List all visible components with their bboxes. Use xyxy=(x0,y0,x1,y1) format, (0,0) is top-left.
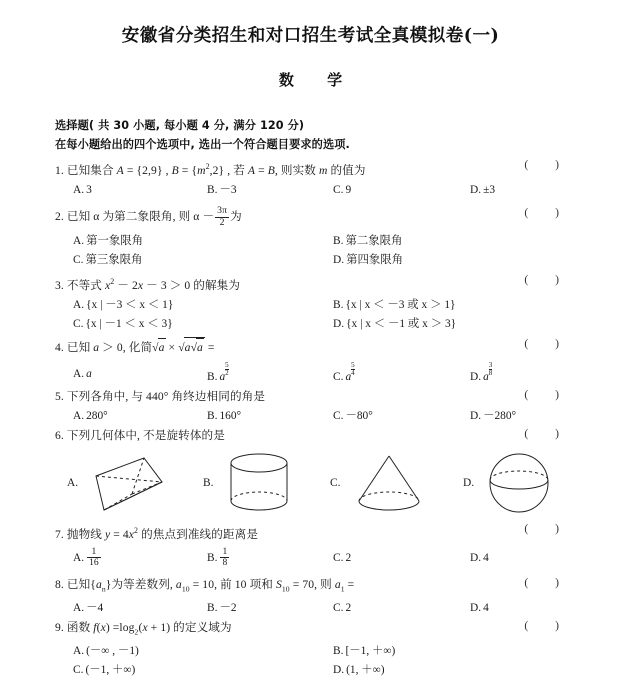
q6-option-b[interactable] xyxy=(203,446,299,520)
instruction-line-2: 在每小题给出的四个选项中, 选出一个符合题目要求的选项. xyxy=(55,138,350,151)
question-5 xyxy=(55,388,571,426)
sphere-icon xyxy=(480,448,558,518)
q6-option-b-label: B. xyxy=(203,476,214,489)
q4-answer-bracket[interactable]: ( ) xyxy=(524,336,571,350)
question-8-options xyxy=(55,599,571,618)
q1-option-d[interactable]: D. ±3 xyxy=(470,183,496,196)
q8-option-c[interactable]: C. 2 xyxy=(333,601,352,614)
q6-option-c[interactable] xyxy=(330,446,432,520)
question-9-stem: 9. 函数 $f(x) =\log_2(x + 1)$ 的定义域为 xyxy=(55,620,232,637)
q5-option-c[interactable]: C. －80° xyxy=(333,409,373,422)
cone-icon xyxy=(346,448,432,518)
q6-option-c-label: C. xyxy=(330,476,341,489)
q7-option-c[interactable]: C. 2 xyxy=(333,551,352,564)
triangular-prism-icon xyxy=(84,448,176,518)
q9-option-b[interactable]: B. [－1, ＋∞) xyxy=(333,645,396,658)
q8-option-b[interactable]: B. －2 xyxy=(207,601,237,614)
q9-option-c[interactable]: C. (－1, ＋∞) xyxy=(73,664,136,677)
question-7 xyxy=(55,522,571,570)
question-4-options xyxy=(55,362,571,386)
question-8-stem: 8. 已知$\{a_n\}$为等差数列, $a_{10} = 10$, 前 10 项和 $S_{10} = 70$, 则 $a_1$ = xyxy=(55,577,355,593)
question-5-options xyxy=(55,407,571,426)
q8-option-a[interactable]: A. －4 xyxy=(73,601,104,614)
question-1 xyxy=(55,158,571,200)
q2-option-b[interactable]: B. 第二象限角 xyxy=(333,234,403,247)
q1-option-b[interactable]: B. －3 xyxy=(207,183,237,196)
q6-option-a[interactable] xyxy=(67,446,176,520)
q2-option-c[interactable]: C. 第三象限角 xyxy=(73,253,143,266)
question-6-stem: 6. 下列几何体中, 不是旋转体的是 xyxy=(55,428,225,442)
q2-stem-a: 2. 已知 α 为第二象限角, 则 α － xyxy=(55,209,215,223)
q5-answer-bracket[interactable]: ( ) xyxy=(524,387,571,401)
q4-option-a[interactable]: A. a xyxy=(73,367,92,380)
q6-answer-bracket[interactable]: ( ) xyxy=(524,426,571,440)
question-2 xyxy=(55,206,571,270)
cylinder-icon xyxy=(219,448,299,518)
q3-option-c[interactable]: C. {x | －1 ＜ x ＜ 3} xyxy=(73,317,173,330)
q6-option-a-label: A. xyxy=(67,476,79,489)
q9-option-d[interactable]: D. (1, ＋∞) xyxy=(333,664,385,677)
question-1-stem: 1. 已知集合 A = {2,9} , $B = \{m^2,2\}$ , 若 A = B, 则实数 m 的值为 xyxy=(55,162,366,177)
question-9-options xyxy=(55,642,571,680)
q1-answer-bracket[interactable]: ( ) xyxy=(524,158,571,171)
q6-option-d[interactable] xyxy=(463,446,558,520)
question-9 xyxy=(55,619,571,680)
q2-answer-bracket[interactable]: ( ) xyxy=(524,205,571,219)
question-4 xyxy=(55,337,571,386)
question-6-options xyxy=(55,446,571,520)
q2-option-a[interactable]: A. 第一象限角 xyxy=(73,234,144,247)
q3-answer-bracket[interactable]: ( ) xyxy=(524,272,571,286)
question-4-stem: 4. 已知 a ＞ 0, 化简√a × √a√a = xyxy=(55,337,571,356)
q2-option-d[interactable]: D. 第四象限角 xyxy=(333,253,404,266)
q3-option-d[interactable]: D. {x | x ＜ －1 或 x ＞ 3} xyxy=(333,317,457,330)
q6-option-d-label: D. xyxy=(463,476,475,489)
q2-stem-b: 为 xyxy=(230,209,242,223)
q1-option-c[interactable]: C. 9 xyxy=(333,183,352,196)
q5-option-d[interactable]: D. －280° xyxy=(470,409,517,422)
question-5-stem: 5. 下列各角中, 与 440° 角终边相同的角是 xyxy=(55,389,266,403)
exam-body xyxy=(0,116,621,680)
subject-title: 数 学 xyxy=(278,71,357,89)
q3-option-a[interactable]: A. {x | －3 ＜ x ＜ 1} xyxy=(73,298,174,311)
q7-option-b[interactable]: B. $\frac{1}{8}$ xyxy=(207,546,228,569)
q7-option-a[interactable]: A. $\frac{1}{16}$ xyxy=(73,546,99,569)
instruction-line-1: 选择题( 共 30 小题, 每小题 4 分, 满分 120 分) xyxy=(55,119,305,132)
q5-option-b[interactable]: B. 160° xyxy=(207,409,242,422)
question-7-stem: 7. 抛物线 $y = 4x^2$ 的焦点到准线的距离是 xyxy=(55,525,259,541)
q2-fraction: $\frac{3\pi}{2}$ xyxy=(217,205,228,228)
page-title: 安徽省分类招生和对口招生考试全真模拟卷(一) xyxy=(121,26,500,46)
q8-option-d[interactable]: D. 4 xyxy=(470,601,489,614)
question-2-options xyxy=(55,232,571,270)
q4-option-d[interactable]: D. a $\frac{3}{8}$ xyxy=(470,360,493,383)
sqrt-nested-icon: √a√a xyxy=(178,337,205,356)
question-3 xyxy=(55,273,571,334)
q9-option-a[interactable]: A. (－∞ , －1) xyxy=(73,645,139,658)
q3-option-b[interactable]: B. {x | x ＜ －3 或 x ＞ 1} xyxy=(333,298,456,311)
q8-answer-bracket[interactable]: ( ) xyxy=(524,575,571,589)
q5-option-a[interactable]: A. 280° xyxy=(73,409,108,422)
q1-option-a[interactable]: A. 3 xyxy=(73,183,92,196)
question-2-stem xyxy=(55,206,571,228)
q9-answer-bracket[interactable]: ( ) xyxy=(524,618,571,632)
question-3-stem: 3. 不等式 $x^2 - 2x - 3 > 0$ 的解集为 xyxy=(55,276,241,292)
q4-option-b[interactable]: B. a $\frac{5}{2}$ xyxy=(207,360,229,383)
question-1-options xyxy=(55,181,571,200)
q7-answer-bracket[interactable]: ( ) xyxy=(524,521,571,535)
question-3-options xyxy=(55,296,571,334)
question-8 xyxy=(55,576,571,618)
q7-option-d[interactable]: D. 4 xyxy=(470,551,489,564)
q1-stem-prefix: 1. 已知集合 xyxy=(55,163,117,177)
sqrt-a-icon: √a xyxy=(152,338,165,356)
question-6 xyxy=(55,427,571,520)
q4-option-c[interactable]: C. a $\frac{5}{4}$ xyxy=(333,360,355,383)
question-7-options xyxy=(55,546,571,570)
